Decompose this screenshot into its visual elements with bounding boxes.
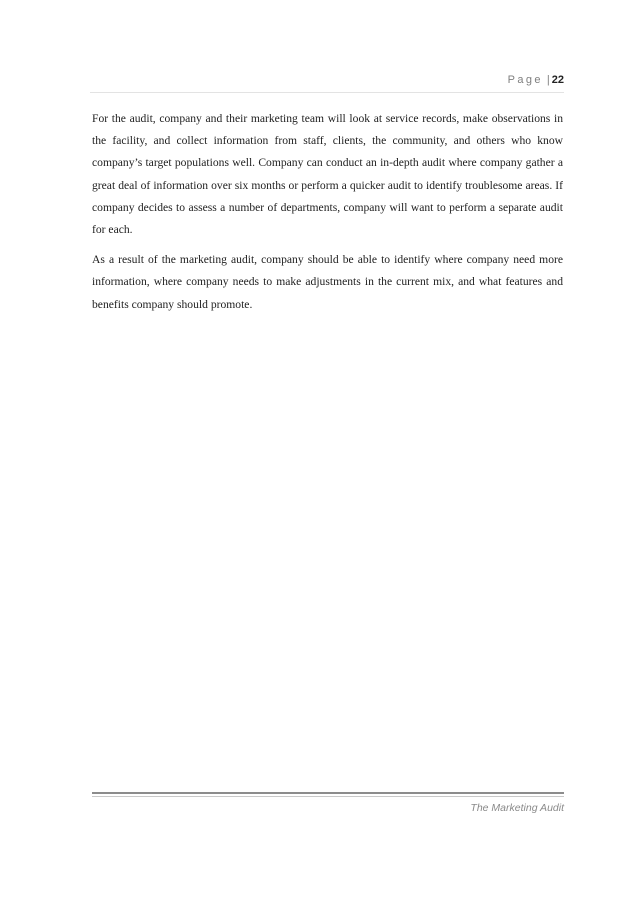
page-label: Page bbox=[507, 74, 543, 86]
footer-divider bbox=[92, 792, 564, 794]
header-divider bbox=[90, 92, 564, 93]
paragraph: For the audit, company and their marketing team will look at service records, make observations in the facility, and collect information from staff, clients, the community, and others who know company’s target populations well. Company can conduct an in-depth audit where company gather a great deal of information over six months or perform a quicker audit to identify troublesome areas. If company decides to assess a number of departments, company will want to perform a separate audit for each. bbox=[92, 112, 563, 237]
footer-divider-thin bbox=[92, 796, 564, 797]
body-text bbox=[92, 108, 563, 324]
footer-title: The Marketing Audit bbox=[470, 802, 564, 814]
page-separator: | bbox=[546, 74, 550, 86]
page-number: 22 bbox=[551, 74, 564, 86]
page-header bbox=[90, 74, 564, 94]
paragraph: As a result of the marketing audit, company should be able to identify where company need more information, where company needs to make adjustments in the current mix, and what features and benefits company should promote. bbox=[92, 253, 563, 311]
